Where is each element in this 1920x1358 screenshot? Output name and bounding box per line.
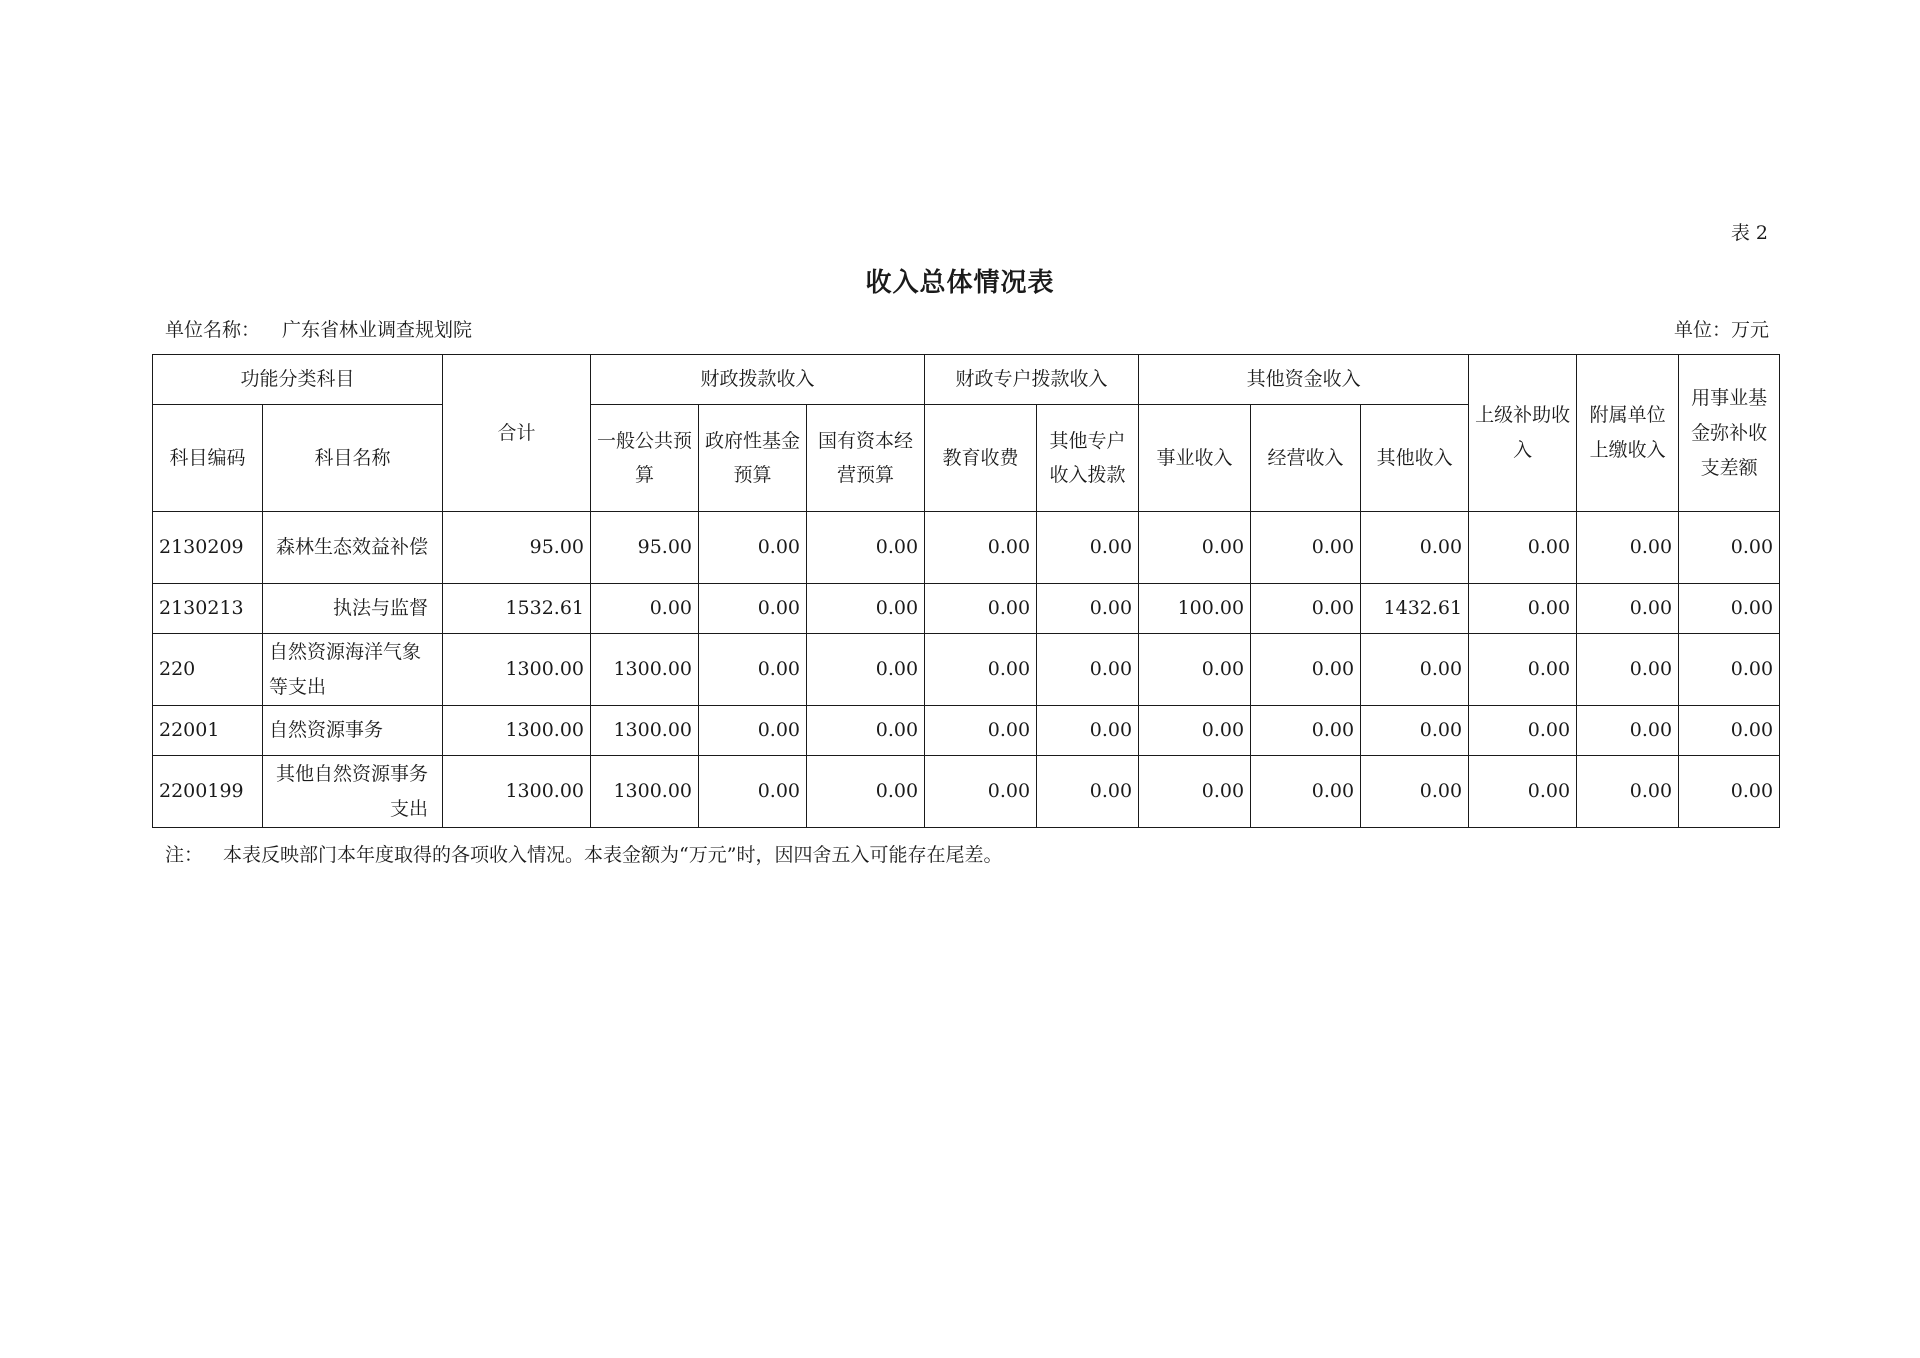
- header-name: 科目名称: [263, 405, 443, 512]
- cell-amount: 0.00: [699, 634, 807, 706]
- header-gov-fund: 政府性基金预算: [699, 405, 807, 512]
- cell-amount: 0.00: [1037, 512, 1139, 584]
- cell-amount: 0.00: [1469, 756, 1577, 828]
- cell-name: 森林生态效益补偿: [263, 512, 443, 584]
- cell-amount: 0.00: [1361, 706, 1469, 756]
- unit-name-group: [165, 315, 472, 342]
- cell-amount: 0.00: [807, 512, 925, 584]
- cell-amount: 0.00: [1037, 584, 1139, 634]
- cell-amount: 95.00: [443, 512, 591, 584]
- cell-amount: 0.00: [1361, 634, 1469, 706]
- cell-amount: 0.00: [1251, 512, 1361, 584]
- cell-name: 其他自然资源事务支出: [263, 756, 443, 828]
- header-code: 科目编码: [153, 405, 263, 512]
- cell-name: 执法与监督: [263, 584, 443, 634]
- cell-amount: 0.00: [699, 756, 807, 828]
- cell-amount: 0.00: [925, 512, 1037, 584]
- cell-amount: 0.00: [1577, 634, 1679, 706]
- cell-amount: 0.00: [1361, 756, 1469, 828]
- note-label: 注：: [165, 844, 204, 866]
- cell-amount: 1432.61: [1361, 584, 1469, 634]
- cell-code: 2200199: [153, 756, 263, 828]
- cell-amount: 0.00: [1469, 512, 1577, 584]
- header-fund-offset: 用事业基金弥补收支差额: [1679, 355, 1780, 512]
- cell-code: 2130213: [153, 584, 263, 634]
- header-affiliated: 附属单位上缴收入: [1577, 355, 1679, 512]
- header-other-funds: 其他资金收入: [1139, 355, 1469, 405]
- note-text: 本表反映部门本年度取得的各项收入情况。本表金额为“万元”时，因四舍五入可能存在尾差。: [223, 844, 1003, 866]
- cell-amount: 0.00: [1679, 584, 1780, 634]
- cell-amount: 95.00: [591, 512, 699, 584]
- cell-amount: 0.00: [1679, 756, 1780, 828]
- cell-amount: 0.00: [1361, 512, 1469, 584]
- cell-amount: 0.00: [1679, 512, 1780, 584]
- cell-amount: 0.00: [807, 584, 925, 634]
- unit-name-label: 单位名称：: [165, 319, 261, 341]
- cell-amount: 0.00: [1251, 634, 1361, 706]
- cell-code: 22001: [153, 706, 263, 756]
- cell-amount: 1300.00: [443, 634, 591, 706]
- cell-amount: 0.00: [699, 584, 807, 634]
- table-number: 表 2: [1730, 222, 1768, 244]
- header-other-income: 其他收入: [1361, 405, 1469, 512]
- header-func-class: 功能分类科目: [153, 355, 443, 405]
- page-title: 收入总体情况表: [865, 268, 1055, 298]
- income-table: [152, 354, 1780, 828]
- header-special: 财政专户拨款收入: [925, 355, 1139, 405]
- table-body: [153, 512, 1780, 828]
- cell-amount: 0.00: [1037, 756, 1139, 828]
- cell-amount: 0.00: [807, 706, 925, 756]
- cell-amount: 0.00: [1037, 706, 1139, 756]
- header-total: 合计: [443, 355, 591, 512]
- cell-amount: 0.00: [1469, 634, 1577, 706]
- header-superior-subsidy: 上级补助收入: [1469, 355, 1577, 512]
- cell-amount: 0.00: [1139, 512, 1251, 584]
- cell-amount: 0.00: [1139, 706, 1251, 756]
- cell-amount: 0.00: [1251, 584, 1361, 634]
- header-general-budget: 一般公共预算: [591, 405, 699, 512]
- cell-amount: 0.00: [807, 634, 925, 706]
- table-row: [153, 584, 1780, 634]
- table-row: [153, 512, 1780, 584]
- cell-amount: 0.00: [699, 706, 807, 756]
- cell-name: 自然资源海洋气象等支出: [263, 634, 443, 706]
- unit-name-value: 广东省林业调查规划院: [282, 319, 473, 341]
- cell-amount: 0.00: [1577, 756, 1679, 828]
- cell-amount: 1300.00: [591, 706, 699, 756]
- cell-code: 2130209: [153, 512, 263, 584]
- cell-amount: 0.00: [1679, 634, 1780, 706]
- cell-amount: 0.00: [1577, 512, 1679, 584]
- cell-amount: 0.00: [1251, 756, 1361, 828]
- cell-name: 自然资源事务: [263, 706, 443, 756]
- cell-amount: 0.00: [1679, 706, 1780, 756]
- currency-unit: 单位：万元: [1673, 319, 1769, 341]
- cell-amount: 0.00: [699, 512, 807, 584]
- table-row: [153, 706, 1780, 756]
- cell-amount: 1300.00: [591, 634, 699, 706]
- cell-amount: 100.00: [1139, 584, 1251, 634]
- cell-amount: 0.00: [925, 756, 1037, 828]
- cell-amount: 1300.00: [591, 756, 699, 828]
- cell-amount: 0.00: [925, 584, 1037, 634]
- cell-amount: 0.00: [925, 634, 1037, 706]
- cell-amount: 1300.00: [443, 756, 591, 828]
- table-row: [153, 756, 1780, 828]
- cell-amount: 0.00: [1037, 634, 1139, 706]
- header-other-special: 其他专户收入拨款: [1037, 405, 1139, 512]
- cell-code: 220: [153, 634, 263, 706]
- cell-amount: 0.00: [925, 706, 1037, 756]
- cell-amount: 1300.00: [443, 706, 591, 756]
- cell-amount: 0.00: [1139, 634, 1251, 706]
- header-fiscal: 财政拨款收入: [591, 355, 925, 405]
- header-operating-income: 经营收入: [1251, 405, 1361, 512]
- cell-amount: 0.00: [1577, 706, 1679, 756]
- cell-amount: 0.00: [1469, 584, 1577, 634]
- header-state-capital: 国有资本经营预算: [807, 405, 925, 512]
- header-business-income: 事业收入: [1139, 405, 1251, 512]
- header-edu-fee: 教育收费: [925, 405, 1037, 512]
- cell-amount: 0.00: [1577, 584, 1679, 634]
- cell-amount: 0.00: [1139, 756, 1251, 828]
- table-row: [153, 634, 1780, 706]
- cell-amount: 0.00: [591, 584, 699, 634]
- cell-amount: 0.00: [1251, 706, 1361, 756]
- cell-amount: 0.00: [1469, 706, 1577, 756]
- cell-amount: 0.00: [807, 756, 925, 828]
- footnote: [165, 840, 1002, 867]
- cell-amount: 1532.61: [443, 584, 591, 634]
